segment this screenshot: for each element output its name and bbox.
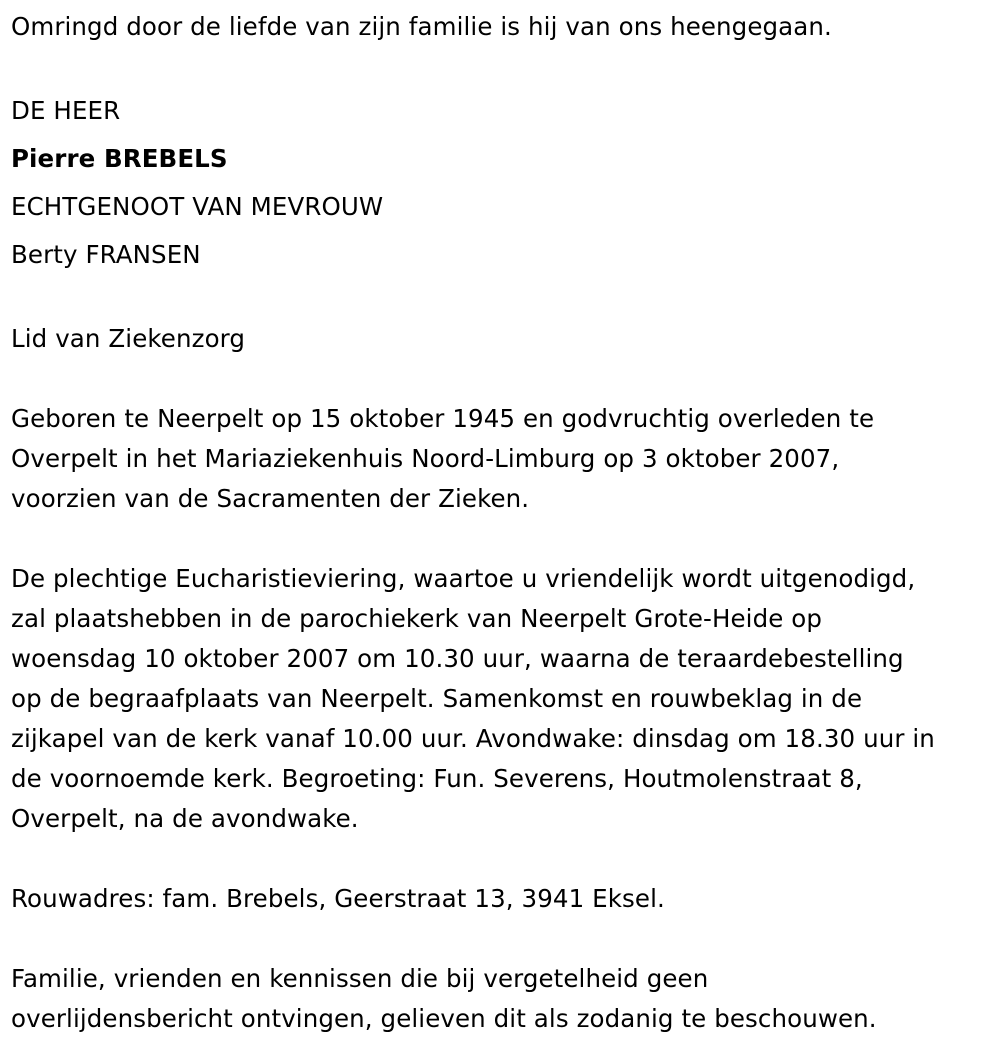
ceremony-paragraph [11, 559, 996, 839]
closing-paragraph [11, 959, 996, 1039]
deceased-name: Pierre BREBELS [11, 144, 228, 173]
paragraph-line: voorzien van de Sacramenten der Zieken. [11, 484, 530, 513]
birth-death-paragraph [11, 399, 996, 519]
paragraph-line: Overpelt, na de avondwake. [11, 804, 359, 833]
spouse-name: Berty FRANSEN [11, 240, 201, 269]
paragraph-line: zal plaatshebben in de parochiekerk van Neerpelt Grote-Heide op [11, 604, 823, 633]
title-prefix: DE HEER [11, 96, 121, 125]
paragraph-line: woensdag 10 oktober 2007 om 10.30 uur, waarna de teraardebestelling [11, 644, 904, 673]
paragraph-line: de voornoemde kerk. Begroeting: Fun. Severens, Houtmolenstraat 8, [11, 764, 863, 793]
obituary-document [11, 7, 996, 1039]
paragraph-line: De plechtige Eucharistieviering, waartoe u vriendelijk wordt uitgenodigd, [11, 564, 916, 593]
paragraph-line: overlijdensbericht ontvingen, gelieven dit als zodanig te beschouwen. [11, 1004, 877, 1033]
mourning-address: Rouwadres: fam. Brebels, Geerstraat 13, 3941 Eksel. [11, 884, 665, 913]
membership-text: Lid van Ziekenzorg [11, 324, 246, 353]
intro-text: Omringd door de liefde van zijn familie is hij van ons heengegaan. [11, 12, 832, 41]
paragraph-line: Geboren te Neerpelt op 15 oktober 1945 en godvruchtig overleden te [11, 404, 875, 433]
paragraph-line: Familie, vrienden en kennissen die bij vergetelheid geen [11, 964, 709, 993]
paragraph-line: op de begraafplaats van Neerpelt. Samenkomst en rouwbeklag in de [11, 684, 863, 713]
paragraph-line: zijkapel van de kerk vanaf 10.00 uur. Avondwake: dinsdag om 18.30 uur in [11, 724, 935, 753]
spouse-prefix: ECHTGENOOT VAN MEVROUW [11, 192, 384, 221]
paragraph-line: Overpelt in het Mariaziekenhuis Noord-Limburg op 3 oktober 2007, [11, 444, 840, 473]
